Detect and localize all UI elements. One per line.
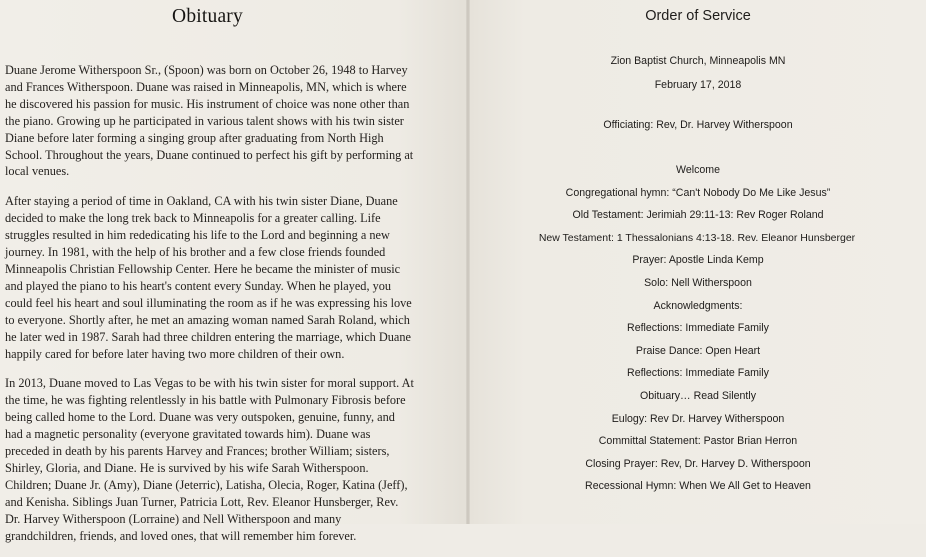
order-of-service [470, 6, 926, 493]
obituary-paragraph: In 2013, Duane moved to Las Vegas to be with his twin sister for moral support. At the time, he was fighting relentlessly in his battle with Pulmonary Fibrosis before being called home to the Lord. Duane was very outspoken, genuine, funny, and had a magnetic personality (everyone gravitated towards him). Duane was preceded in death by his parents Harvey and Frances; brother William; sisters, Shirley, Gloria, and Diane. He is survived by his wife Sarah Witherspoon. Children; Duane Jr. (Amy), Diane (Jeterric), Latisha, Olecia, Roger, Katina (Jeff), and Kenisha. Siblings Juan Turner, Patricia Lott, Rev. Eleanor Hunsberger, Rev. Dr. Harvey Witherspoon (Lorraine) and Nell Witherspoon and many grandchildren, friends, and loved ones, that will remember him forever. [5, 376, 414, 543]
program-item-reflections: Reflections: Immediate Family [627, 322, 769, 335]
program-item-acknowledgments: Acknowledgments: [653, 299, 743, 312]
service-title: Order of Service [645, 8, 751, 24]
program-item-reflections: Reflections: Immediate Family [627, 367, 769, 380]
program-item-obituary: Obituary… Read Silently [640, 389, 756, 402]
program-item-recessional: Recessional Hymn: When We All Get to Heaven [585, 480, 811, 493]
order-of-service-page [470, 0, 926, 524]
obituary-text [5, 62, 415, 557]
obituary-page [0, 0, 468, 543]
service-date: February 17, 2018 [654, 79, 742, 91]
obituary-title: Obituary [172, 6, 243, 27]
program-item-praise-dance: Praise Dance: Open Heart [635, 344, 761, 357]
program-item-old-testament: Old Testament: Jerimiah 29:11-13: Rev Roger Roland [572, 209, 824, 222]
program-item-hymn: Congregational hymn: “Can't Nobody Do Me Like Jesus” [565, 186, 831, 199]
program-item-prayer: Prayer: Apostle Linda Kemp [632, 254, 764, 267]
obituary-paragraph: Duane Jerome Witherspoon Sr., (Spoon) was born on October 26, 1948 to Harvey and Frances Witherspoon. Duane was raised in Minneapolis, MN, which is where he discovered his passion for music. His instrument of choice was none other than the piano. Growing up he participated in various talent shows with his twin sister Diane before later forming a singing group after graduating from North High School. Throughout the years, Duane continued to perfect his gift by performing at local venues. [5, 63, 414, 179]
program-item-closing-prayer: Closing Prayer: Rev, Dr. Harvey D. Witherspoon [585, 457, 811, 470]
church-name: Zion Baptist Church, Minneapolis MN [610, 55, 786, 67]
program-item-welcome: Welcome [676, 164, 720, 176]
program-item-committal: Committal Statement: Pastor Brian Herron [598, 435, 798, 448]
program-item-eulogy: Eulogy: Rev Dr. Harvey Witherspoon [611, 412, 785, 425]
obituary-paragraph: After staying a period of time in Oakland, CA with his twin sister Diane, Duane decided to make the long trek back to Minneapolis for a greater calling. Life struggles resulted in him rededicating his life to the Lord and beginning a new journey. In 1981, with the help of his brother and a few close friends founded Minneapolis Christian Fellowship Center. Here he became the minister of music and played the piano to his heart's content every Sunday. When he played, you could feel his heart and soul illuminating the room as if he was expressing his love to everyone. Shortly after, he met an amazing woman named Sarah Roland, which he later wed in 1987. Sarah had three children entering the marriage, which Duane happily cared for before later having two more children of their own. [5, 194, 412, 361]
program-item-new-testament: New Testament: 1 Thessalonians 4:13-18. Rev. Eleanor Hunsberger [538, 231, 856, 244]
officiating: Officiating: Rev, Dr. Harvey Witherspoon [603, 119, 793, 131]
program-item-solo: Solo: Nell Witherspoon [644, 276, 752, 289]
